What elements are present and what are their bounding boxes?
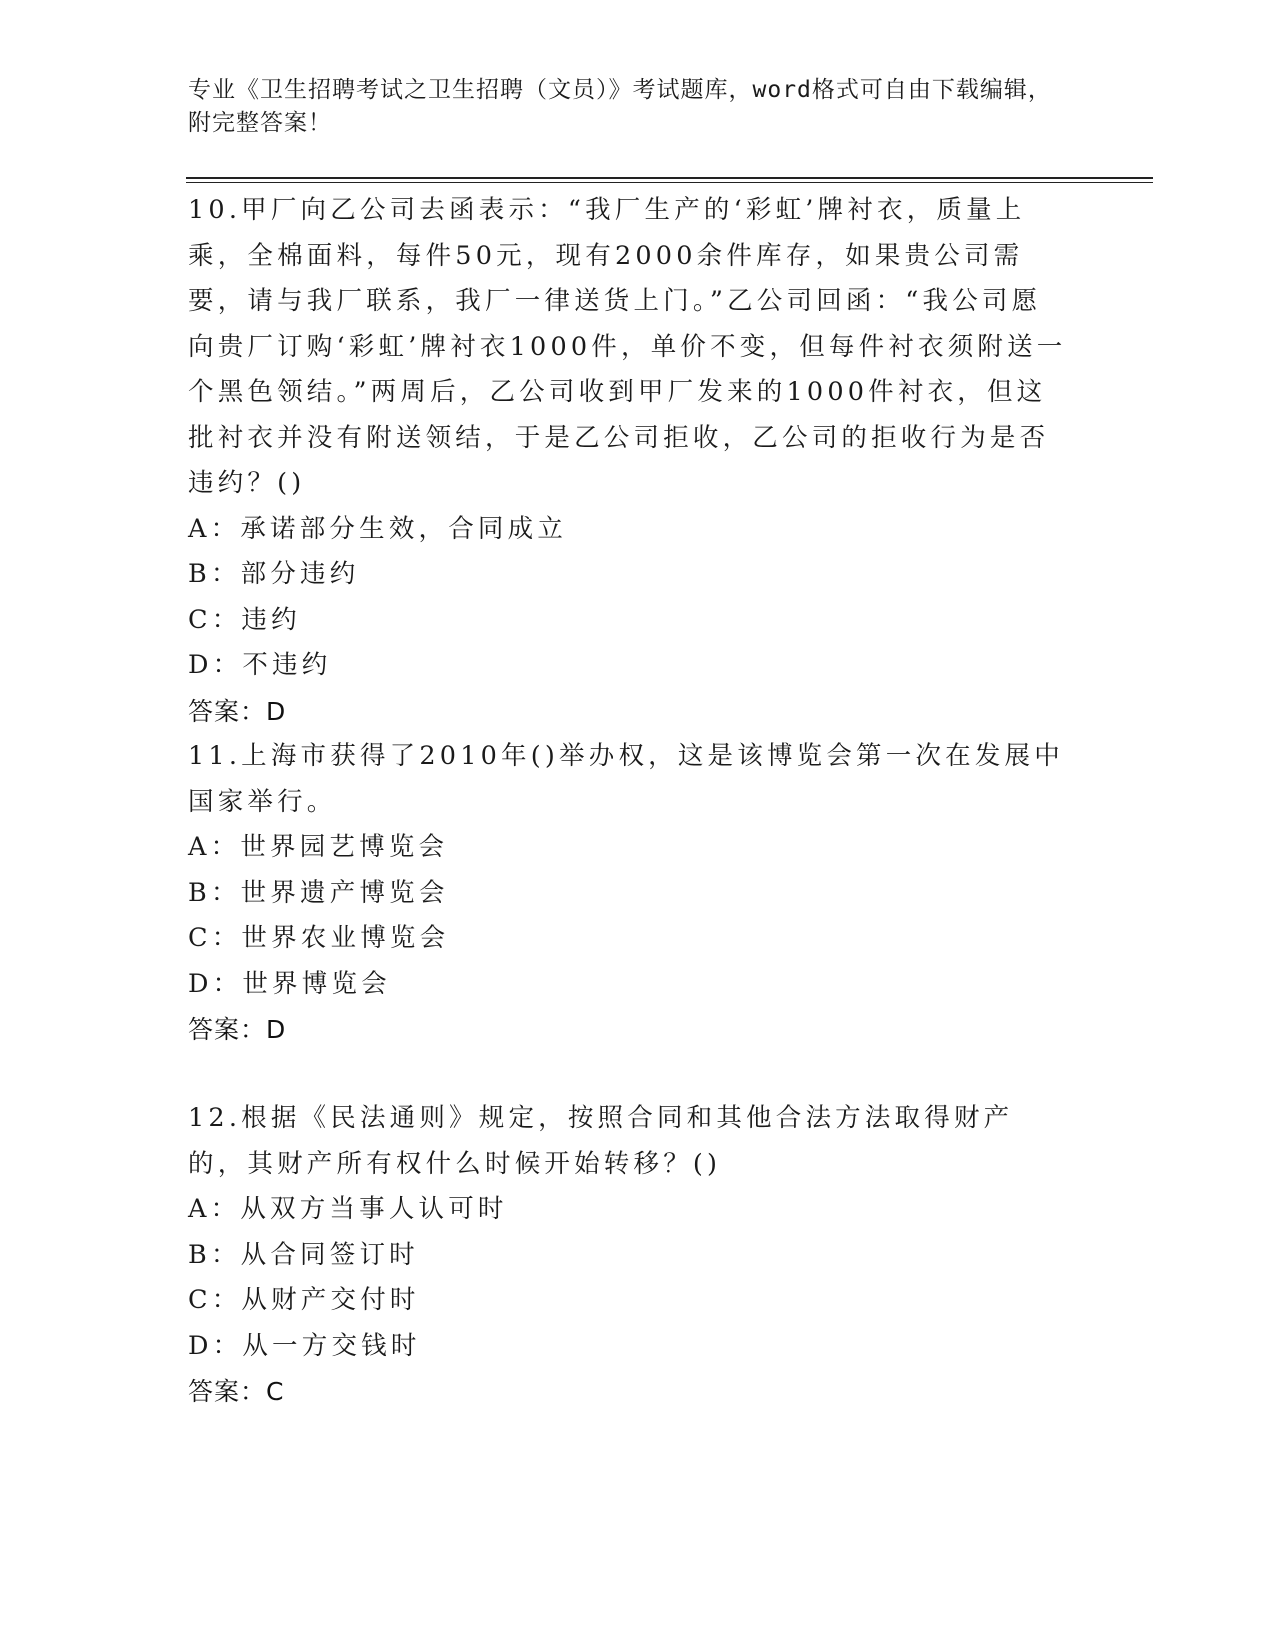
option-c: C：违约 [188, 604, 301, 635]
header-divider-thin [186, 182, 1153, 183]
question-stem: 11.上海市获得了2010年()举办权，这是该博览会第一次在发展中国家举行。 [188, 741, 1064, 817]
option-b: B：世界遗产博览会 [188, 877, 449, 908]
answer: 答案：C [188, 1377, 285, 1406]
option-b: B：部分违约 [188, 559, 360, 589]
option-a: A：从双方当事人认可时 [188, 1194, 508, 1224]
option-b: B：从合同签订时 [188, 1239, 419, 1270]
question-11 [188, 734, 1068, 1053]
answer: 答案：D [188, 1015, 287, 1044]
option-d: D：从一方交钱时 [188, 1330, 421, 1361]
option-a: A：世界园艺博览会 [188, 832, 449, 862]
question-stem: 12.根据《民法通则》规定，按照合同和其他合法方法取得财产的，其财产所有权什么时候开始转移？() [188, 1103, 1014, 1179]
header-divider-thick [186, 177, 1153, 179]
question-10 [188, 188, 1068, 734]
answer: 答案：D [188, 696, 287, 726]
option-d: D：不违约 [188, 650, 332, 680]
option-a: A：承诺部分生效，合同成立 [188, 513, 568, 544]
option-c: C：从财产交付时 [188, 1285, 420, 1315]
option-d: D：世界博览会 [188, 968, 391, 999]
option-c: C：世界农业博览会 [188, 923, 450, 953]
question-stem: 10.甲厂向乙公司去函表示：“我厂生产的‘彩虹’牌衬衣，质量上乘，全棉面料，每件50元，现有2000余件库存，如果贵公司需要，请与我厂联系，我厂一律送货上门。”乙公司回函：“我公司愿向贵厂订购‘彩虹’牌衬衣1000件，单价不变，但每件衬衣须附送一个黑色领结。”两周后，乙公司收到甲厂发来的1000件衬衣，但这批衬衣并没有附送领结，于是乙公司拒收，乙公司的拒收行为是否违约？() [188, 195, 1067, 498]
question-12 [188, 1096, 1068, 1415]
document-header: 专业《卫生招聘考试之卫生招聘（文员）》考试题库，word格式可自由下载编辑，附完整答案！ [188, 77, 1052, 136]
